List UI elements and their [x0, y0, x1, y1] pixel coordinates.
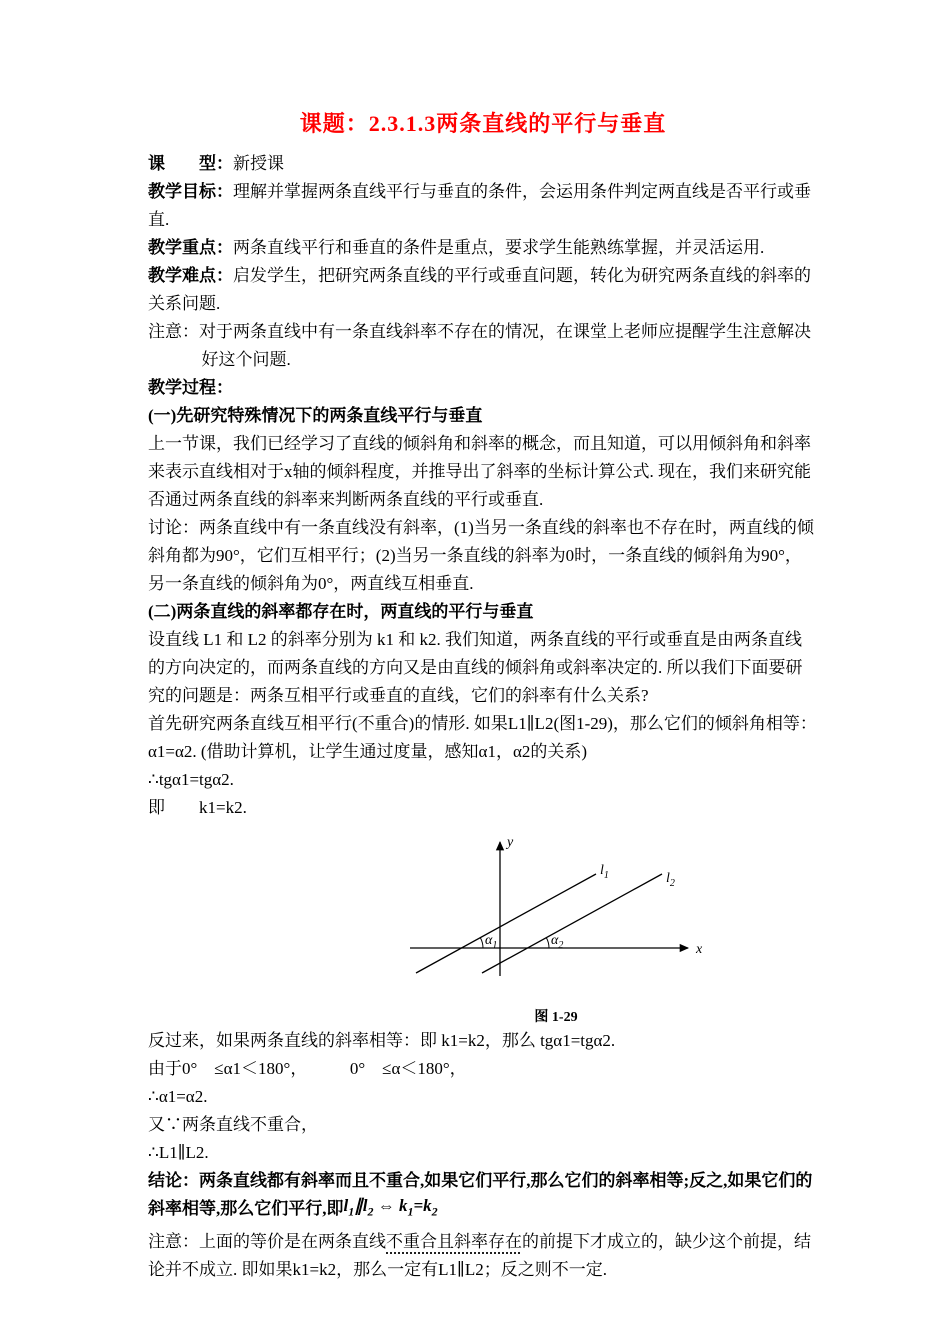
- line-l2: [482, 874, 662, 973]
- teaching-goal-text: 理解并掌握两条直线平行与垂直的条件，会运用条件判定两直线是否平行或垂直.: [148, 182, 811, 229]
- not-coincide-line: 又∵两条直线不重合，: [148, 1115, 318, 1134]
- difficult-point-label: 教学难点：: [148, 266, 233, 285]
- parallel-result-line: ∴L1∥L2.: [148, 1143, 209, 1162]
- teaching-goal-label: 教学目标：: [148, 182, 233, 201]
- line-l1: [416, 874, 596, 973]
- angle-arc-2: [546, 938, 549, 948]
- converse-line: 反过来，如果两条直线的斜率相等：即 k1=k2，那么 tgα1=tgα2.: [148, 1031, 616, 1050]
- key-point-text: 两条直线平行和垂直的条件是重点，要求学生能熟练掌握，并灵活运用.: [233, 238, 765, 257]
- difficult-point-row: [148, 262, 818, 318]
- slope-equal-line: 即 k1=k2.: [148, 798, 247, 817]
- angle-alpha2-label: $\alpha_2$: [551, 933, 564, 951]
- key-point-row: [148, 234, 818, 262]
- conclusion-label: 结论：: [148, 1171, 199, 1190]
- angle-range-line: 由于0° ≤α1＜180°， 0° ≤α＜180°，: [148, 1059, 467, 1078]
- final-note-emphasized: 不重合且斜率存在: [386, 1232, 522, 1252]
- teaching-goal-row: [148, 178, 818, 234]
- section2-heading: (二)两条直线的斜率都存在时，两直线的平行与垂直: [148, 602, 534, 621]
- section2-para2: 首先研究两条直线互相平行(不重合)的情形. 如果L1∥L2(图1-29)，那么它们的倾斜角相等：α1=α2. (借助计算机，让学生通过度量，感知α1，α2的关系): [148, 714, 817, 761]
- line-l2-label: $l_2$: [666, 871, 675, 889]
- course-type-value: 新授课: [233, 154, 284, 173]
- figure-caption: 图 1-29: [534, 1010, 578, 1025]
- section1-heading: (一)先研究特殊情况下的两条直线平行与垂直: [148, 406, 483, 425]
- tangent-line: ∴tgα1=tgα2.: [148, 770, 234, 789]
- difficult-point-text: 启发学生，把研究两条直线的平行或垂直问题，转化为研究两条直线的斜率的关系问题.: [148, 266, 811, 313]
- course-type-label: 课 型：: [148, 154, 233, 173]
- note-text: 对于两条直线中有一条直线斜率不存在的情况，在课堂上老师应提醒学生注意解决好这个问题.: [199, 322, 811, 369]
- final-note-label: 注意：: [148, 1232, 199, 1252]
- angle-alpha1-label: $\alpha_1$: [485, 933, 498, 951]
- conclusion-paragraph: [148, 1167, 818, 1228]
- figure-1-29-diagram: [400, 830, 712, 998]
- note-label: 注意：: [148, 322, 199, 341]
- final-note-pre: 上面的等价是在两条直线: [199, 1232, 386, 1252]
- parallel-slope-formula: $l_1\parallel l_2$ ⇔ $k_1=k_2$: [343, 1196, 438, 1219]
- key-point-label: 教学重点：: [148, 238, 233, 257]
- conclusion-text: 两条直线都有斜率而且不重合,如果它们平行,那么它们的斜率相等;反之,如果它们的斜率相等,那么它们平行,即: [148, 1171, 813, 1218]
- section2-para1: 设直线 L1 和 L2 的斜率分别为 k1 和 k2. 我们知道，两条直线的平行或垂直是由两条直线的方向决定的，而两条直线的方向又是由直线的倾斜角或斜率决定的. 所以我们下面要研究的问题是：两条互相平行或垂直的直线，它们的斜率有什么关系?: [148, 630, 803, 705]
- angle-arc-1: [480, 938, 483, 948]
- note-row: [148, 318, 818, 374]
- y-axis-label: y: [507, 835, 514, 850]
- process-heading: 教学过程：: [148, 378, 233, 397]
- angles-equal-line: ∴α1=α2.: [148, 1087, 208, 1106]
- final-note-paragraph: [148, 1228, 818, 1284]
- final-note-post: 的前提下才成立的，缺少这个前提，结论并不成立. 即如果k1=k2，那么一定有L1∥L2；反之则不一定.: [148, 1232, 811, 1280]
- figure-1-29: [400, 830, 712, 1027]
- line-l1-label: $l_1$: [600, 863, 609, 881]
- x-axis-label: x: [696, 942, 703, 957]
- course-type-row: [148, 150, 818, 178]
- page-title: 课题：2.3.1.3两条直线的平行与垂直: [299, 111, 667, 136]
- section1-para2: 讨论：两条直线中有一条直线没有斜率，(1)当另一条直线的斜率也不存在时，两直线的倾斜角都为90°，它们互相平行；(2)当另一条直线的斜率为0时，一条直线的倾斜角为90°，另一条直线的倾斜角为0°，两直线互相垂直.: [148, 518, 814, 593]
- section1-para1: 上一节课，我们已经学习了直线的倾斜角和斜率的概念，而且知道，可以用倾斜角和斜率来表示直线相对于x轴的倾斜程度，并推导出了斜率的坐标计算公式. 现在，我们来研究能否通过两条直线的斜率来判断两条直线的平行或垂直.: [148, 434, 811, 509]
